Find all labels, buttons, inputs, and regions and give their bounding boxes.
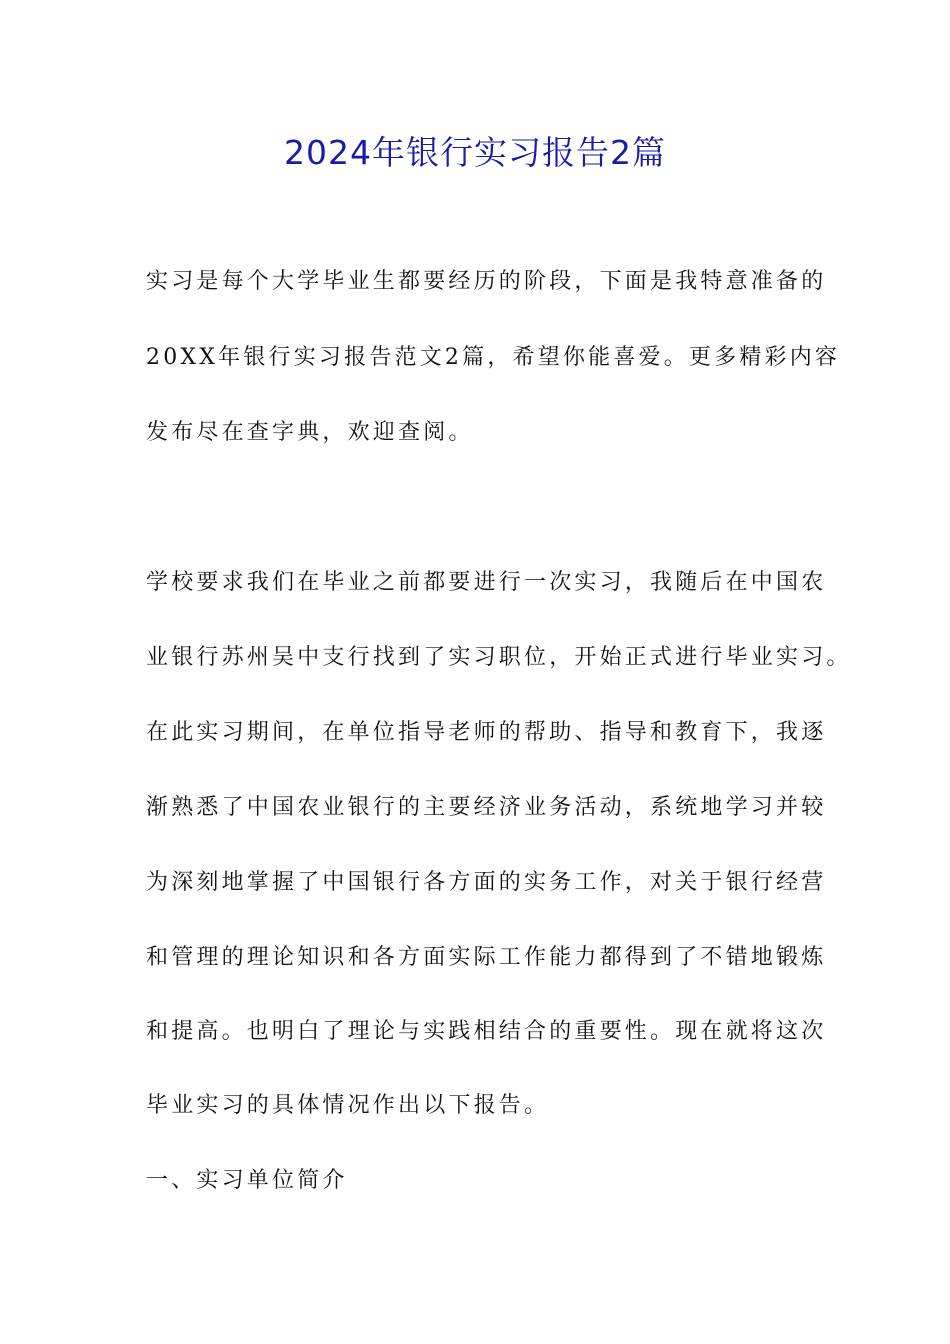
body-line: 业银行苏州吴中支行找到了实习职位，开始正式进行毕业实习。 xyxy=(146,645,852,670)
body-line: 在此实习期间，在单位指导老师的帮助、指导和教育下，我逐 xyxy=(146,720,827,745)
body-line: 毕业实习的具体情况作出以下报告。 xyxy=(146,1093,550,1118)
body-line: 和管理的理论知识和各方面实际工作能力都得到了不错地锻炼 xyxy=(146,945,827,970)
body-line: 和提高。也明白了理论与实践相结合的重要性。现在就将这次 xyxy=(146,1019,827,1044)
document-title: 2024年银行实习报告2篇 xyxy=(284,133,666,172)
body-line: 为深刻地掌握了中国银行各方面的实务工作，对关于银行经营 xyxy=(146,870,827,895)
body-line: 渐熟悉了中国农业银行的主要经济业务活动，系统地学习并较 xyxy=(146,795,827,820)
body-line: 学校要求我们在毕业之前都要进行一次实习，我随后在中国农 xyxy=(146,570,827,595)
intro-line: 实习是每个大学毕业生都要经历的阶段，下面是我特意准备的 xyxy=(146,269,827,294)
section-heading: 一、实习单位简介 xyxy=(146,1168,348,1193)
intro-line: 发布尽在查字典，欢迎查阅。 xyxy=(146,420,474,445)
intro-line: 20XX年银行实习报告范文2篇，希望你能喜爱。更多精彩内容 xyxy=(146,345,841,370)
